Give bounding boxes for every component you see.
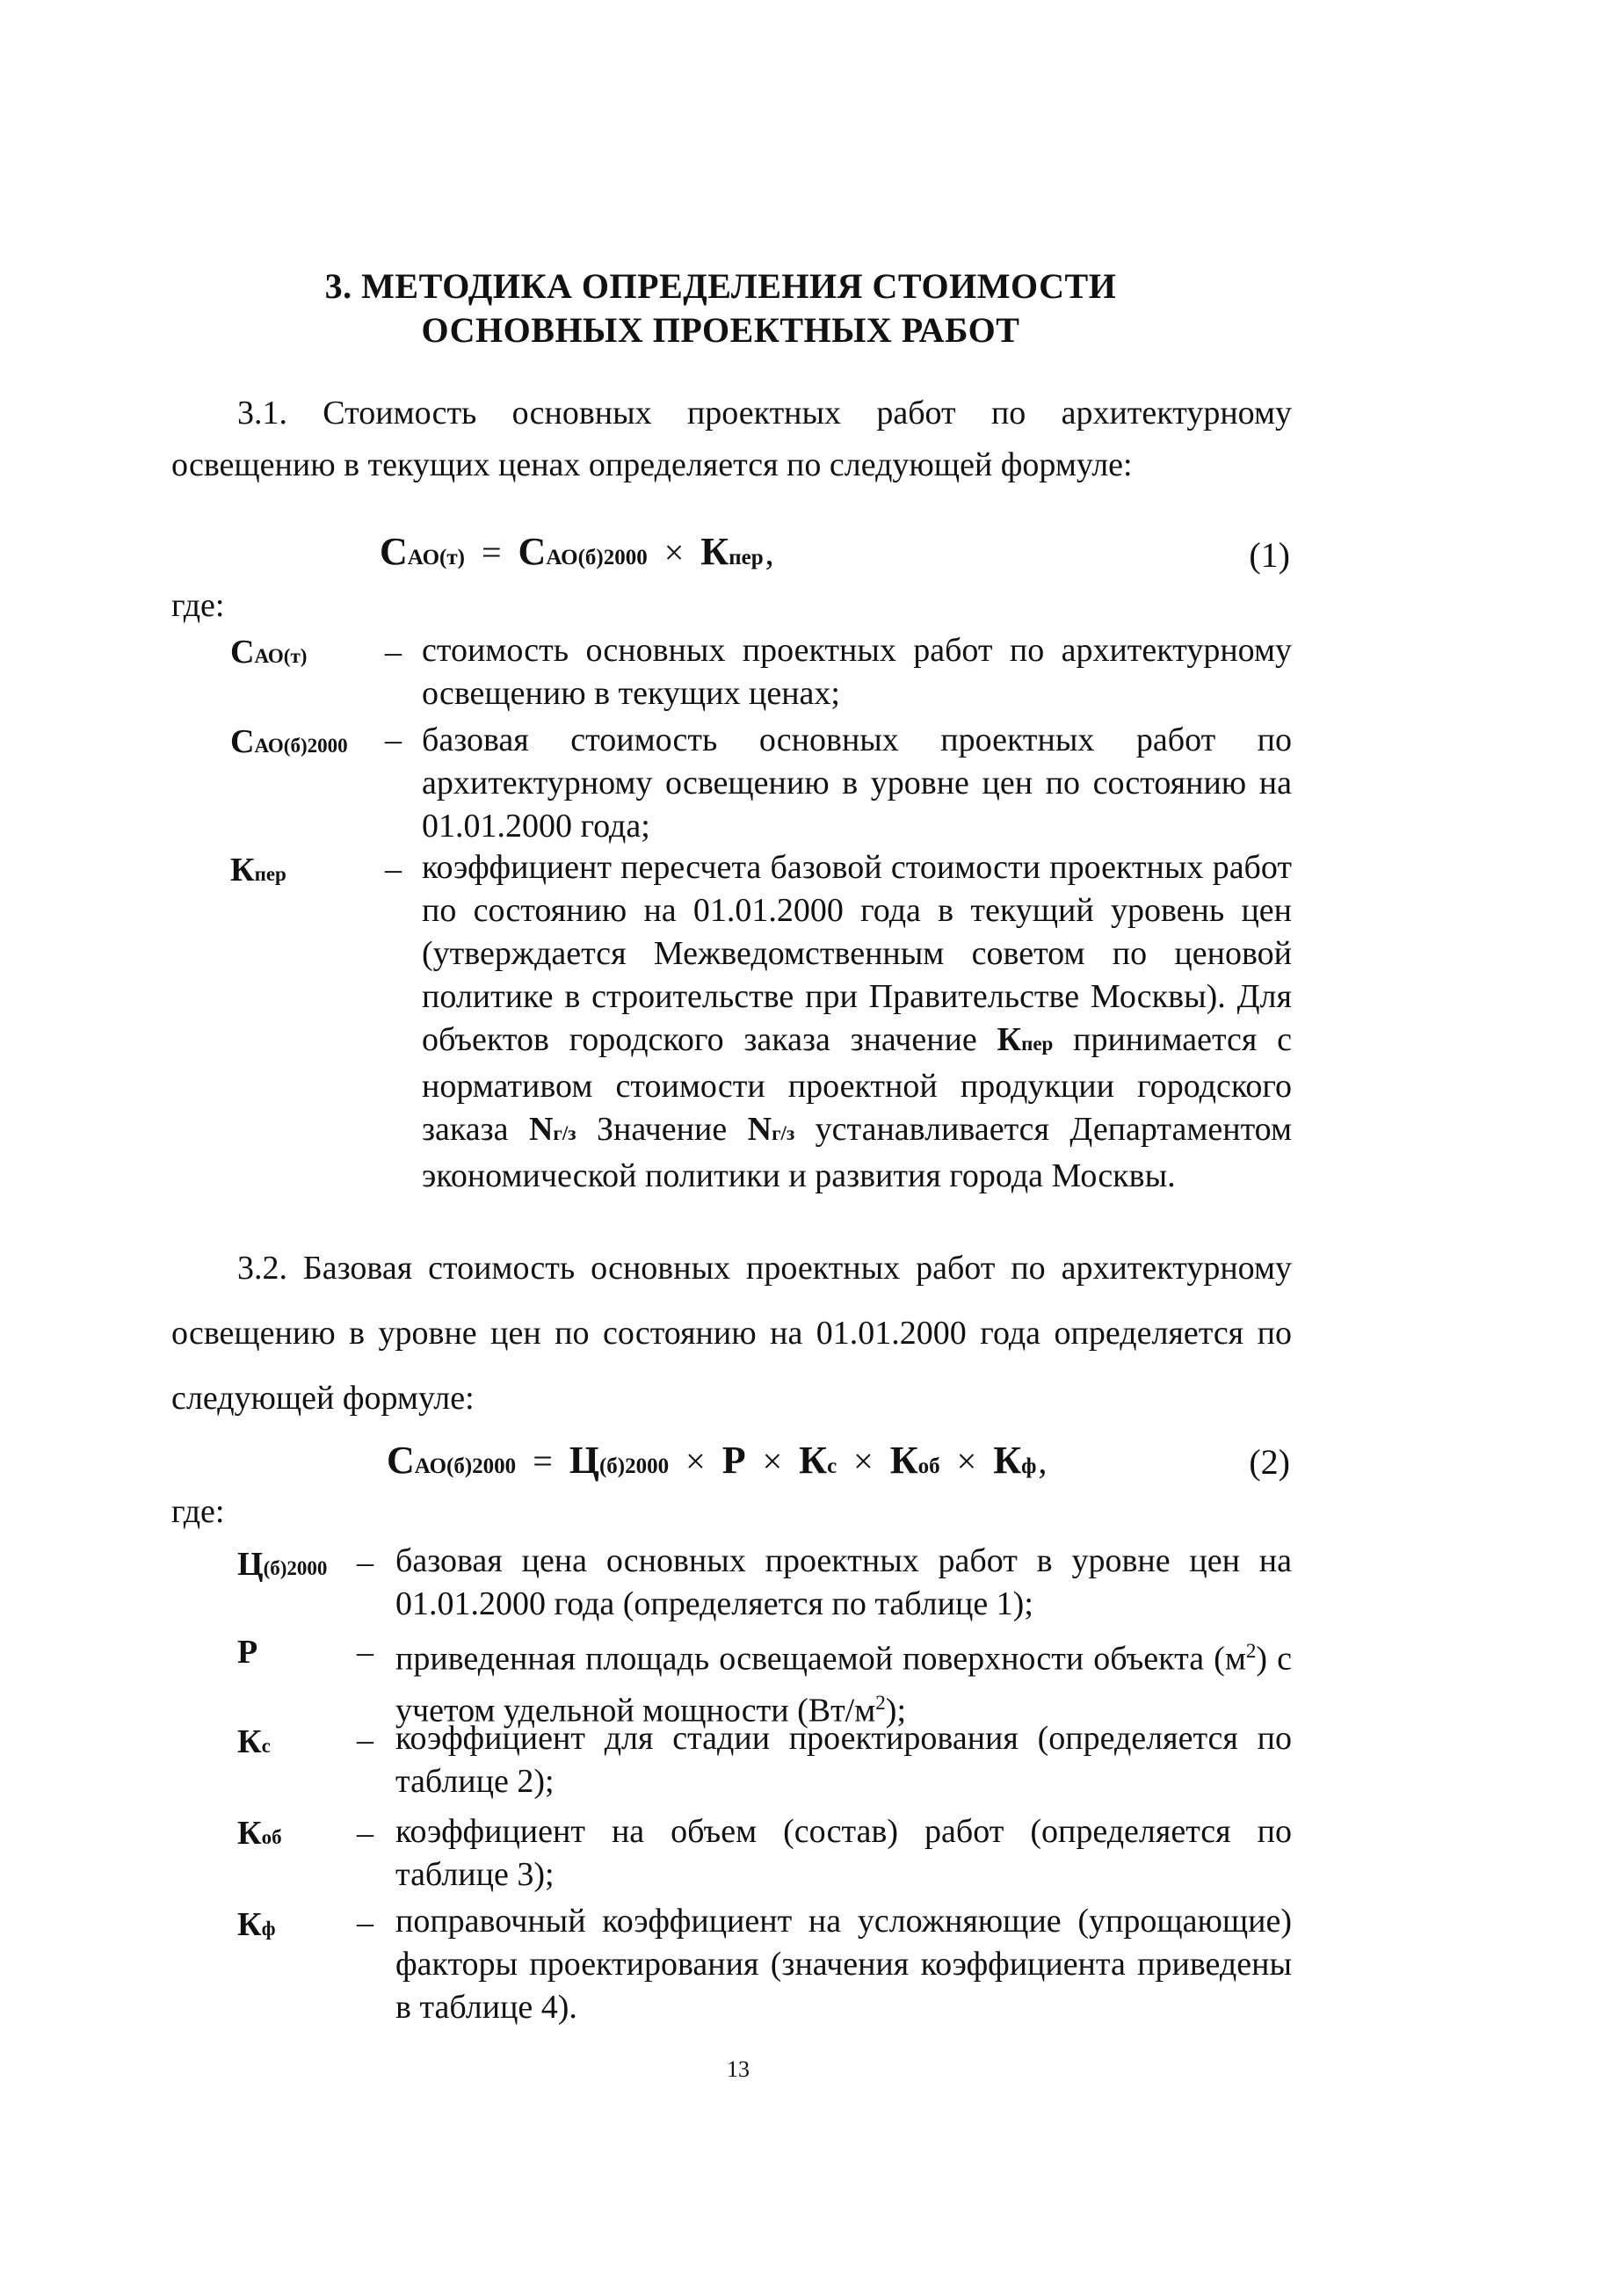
section-title-line1: 3. МЕТОДИКА ОПРЕДЕЛЕНИЯ СТОИМОСТИ — [324, 266, 1117, 306]
equation-number-2: (2) — [1249, 1442, 1290, 1482]
def-text-c-b2000: базовая цена основных проектных работ в уровне цен на 01.01.2000 года (определяется по таблице 1); — [395, 1542, 1292, 1622]
paragraph-3-1: 3.1. Стоимость основных проектных работ по архитектурному освещению в текущих ценах определяется по следующей формуле: — [171, 395, 1292, 483]
def-dash: – — [357, 1544, 373, 1581]
formula-2: САО(б)2000 = Ц(б)2000 × Р × Кс × Коб × Кф, — [387, 1439, 1048, 1482]
def-dash: – — [357, 1815, 373, 1852]
def-symbol-p: Р — [237, 1634, 258, 1671]
equation-number-1: (1) — [1249, 535, 1290, 575]
def-symbol-k-f: Кф — [237, 1906, 276, 1943]
def-text-p: приведенная площадь освещаемой поверхности объекта $(м^2)$ с учетом удельной мощности $(Вт/м^2)$; — [395, 1640, 1292, 1730]
def-dash: – — [357, 1904, 373, 1941]
def-text-k-f: поправочный коэффициент на усложняющие (упрощающие) факторы проектирования (значения коэффициента приведены в таблице 4). — [395, 1903, 1292, 2026]
def-text-k-per: коэффициент пересчета базовой стоимости проектных работ по состоянию на 01.01.2000 года в текущий уровень цен (утверждается Межведомственным советом по ценовой политике в строительстве при Правительстве Москвы). Для объектов городского заказа значение Кпер принимается с нормативом стоимости проектной продукции городского заказа Nг/з Значение Nг/з устанавливается Департаментом экономической политики и развития города Москвы. — [422, 849, 1293, 1194]
section-title-line2: ОСНОВНЫХ ПРОЕКТНЫХ РАБОТ — [421, 310, 1020, 350]
def-dash: – — [357, 1634, 373, 1671]
where-label-2: где: — [171, 1493, 225, 1530]
where-label-1: где: — [171, 587, 225, 624]
def-symbol-k-c: Кс — [237, 1723, 271, 1760]
def-dash: – — [357, 1722, 373, 1759]
paragraph-3-2: 3.2. Базовая стоимость основных проектных работ по архитектурному освещению в уровне цен по состоянию на 01.01.2000 года определяется по следующей формуле: — [171, 1250, 1292, 1417]
def-text-c-ao-t: стоимость основных проектных работ по архитектурному освещению в текущих ценах; — [422, 632, 1292, 712]
def-symbol-c-b2000: Ц(б)2000 — [237, 1546, 328, 1583]
def-text-k-c: коэффициент для стадии проектирования (определяется по таблице 2); — [395, 1720, 1292, 1800]
def-symbol-c-ao-t: САО(т) — [230, 634, 308, 671]
def-text-k-ob: коэффициент на объем (состав) работ (определяется по таблице 3); — [395, 1813, 1292, 1893]
def-symbol-k-ob: Коб — [237, 1815, 282, 1852]
def-dash: – — [385, 851, 402, 888]
page-number: 13 — [727, 2056, 750, 2082]
def-dash: – — [385, 722, 402, 758]
def-text-c-ao-b2000: базовая стоимость основных проектных работ по архитектурному освещению в уровне цен по состоянию на 01.01.2000 года; — [422, 722, 1292, 845]
formula-1: САО(т) = САО(б)2000 × Кпер, — [380, 530, 774, 573]
def-dash: – — [385, 634, 402, 671]
def-symbol-k-per: Кпер — [230, 852, 286, 888]
def-symbol-c-ao-b2000: САО(б)2000 — [230, 723, 348, 760]
